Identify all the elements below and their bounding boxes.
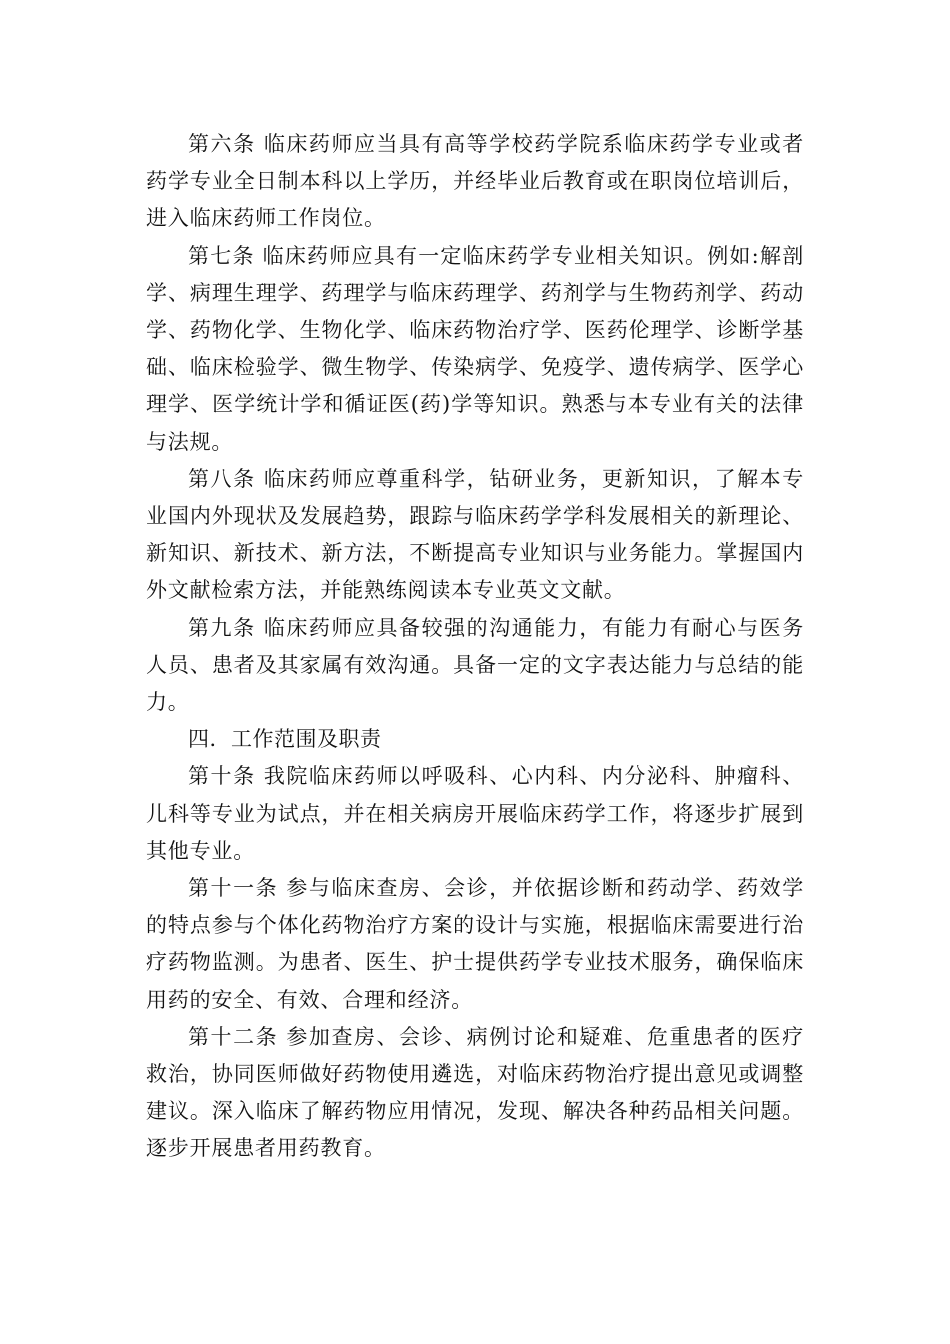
article-10-paragraph: 第十条 我院临床药师以呼吸科、心内科、内分泌科、肿瘤科、儿科等专业为试点，并在相关病房开展临床药学工作，将逐步扩展到其他专业。 [146,764,804,863]
section-4-heading: 四．工作范围及职责 [188,727,382,752]
article-7-paragraph: 第七条 临床药师应具有一定临床药学专业相关知识。例如:解剖学、病理生理学、药理学与临床药理学、药剂学与生物药剂学、药动学、药物化学、生物化学、临床药物治疗学、医药伦理学、诊断学基础、临床检验学、微生物学、传染病学、免疫学、遗传病学、医学心理学、医学统计学和循证医(药)学等知识。熟悉与本专业有关的法律与法规。 [146,243,804,454]
article-6-paragraph: 第六条 临床药师应当具有高等学校药学院系临床药学专业或者药学专业全日制本科以上学历，并经毕业后教育或在职岗位培训后，进入临床药师工作岗位。 [146,132,804,231]
document-body [146,126,804,1168]
article-12-paragraph: 第十二条 参加查房、会诊、病例讨论和疑难、危重患者的医疗救治，协同医师做好药物使用遴选，对临床药物治疗提出意见或调整建议。深入临床了解药物应用情况，发现、解决各种药品相关问题。逐步开展患者用药教育。 [146,1024,804,1161]
article-9-paragraph: 第九条 临床药师应具备较强的沟通能力，有能力有耐心与医务人员、患者及其家属有效沟通。具备一定的文字表达能力与总结的能力。 [146,615,804,715]
article-8-paragraph: 第八条 临床药师应尊重科学，钻研业务，更新知识，了解本专业国内外现状及发展趋势，跟踪与临床药学学科发展相关的新理论、新知识、新技术、新方法，不断提高专业知识与业务能力。掌握国内外文献检索方法，并能熟练阅读本专业英文文献。 [146,466,804,603]
article-11-paragraph: 第十一条 参与临床查房、会诊，并依据诊断和药动学、药效学的特点参与个体化药物治疗方案的设计与实施，根据临床需要进行治疗药物监测。为患者、医生、护士提供药学专业技术服务，确保临床用药的安全、有效、合理和经济。 [146,876,804,1012]
